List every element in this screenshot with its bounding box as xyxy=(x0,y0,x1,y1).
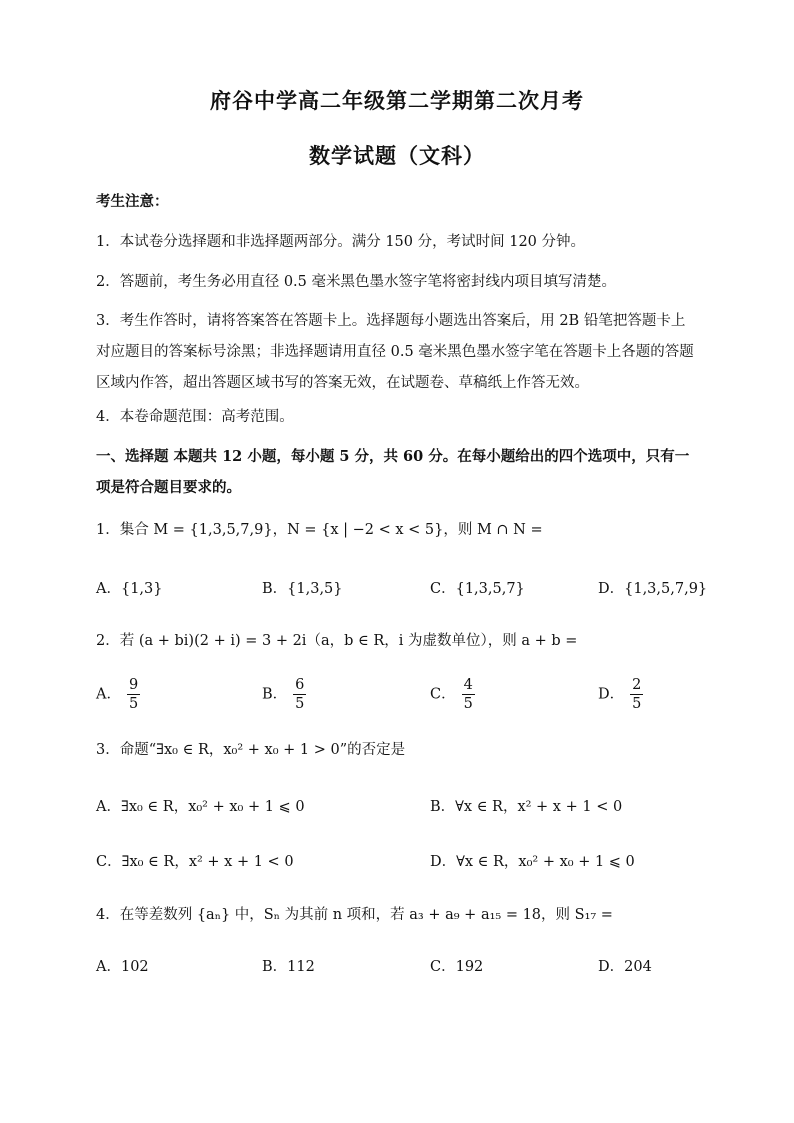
q2-option-d xyxy=(598,676,643,713)
q3-stem: 3．命题“∃x₀ ∈ R，x₀² + x₀ + 1 > 0”的否定是 xyxy=(96,742,406,758)
numerator: 2 xyxy=(632,677,642,693)
notice-1: 1．本试卷分选择题和非选择题两部分。满分 150 分，考试时间 120 分钟。 xyxy=(96,234,586,250)
numerator: 4 xyxy=(463,677,473,693)
q1-option-c: C．{1,3,5,7} xyxy=(430,581,525,597)
q3-option-d: D．∀x ∈ R，x₀² + x₀ + 1 ⩽ 0 xyxy=(430,854,635,870)
q3-option-a: A．∃x₀ ∈ R，x₀² + x₀ + 1 ⩽ 0 xyxy=(96,799,305,815)
q2-option-b-fraction xyxy=(293,676,306,713)
notice-heading: 考生注意： xyxy=(96,193,169,210)
denominator: 5 xyxy=(463,696,473,712)
q2-option-c-label: C． xyxy=(430,686,456,703)
q2-option-c-fraction xyxy=(462,676,475,713)
q2-option-a-label: A． xyxy=(96,686,121,703)
q1-option-a: A．{1,3} xyxy=(96,581,163,597)
q2-option-c xyxy=(430,676,475,713)
q1-stem: 1．集合 M = {1,3,5,7,9}，N = {x | −2 < x < 5}，则 M ∩ N = xyxy=(96,522,543,538)
q2-option-d-fraction xyxy=(630,676,643,713)
q2-option-b xyxy=(262,676,306,713)
q2-stem: 2．若 (a + bi)(2 + i) = 3 + 2i（a，b ∈ R，i 为虚数单位），则 a + b = xyxy=(96,633,578,649)
q4-stem: 4．在等差数列 {aₙ} 中，Sₙ 为其前 n 项和，若 a₃ + a₉ + a₁₅ = 18，则 S₁₇ = xyxy=(96,907,613,923)
q4-option-a: A．102 xyxy=(96,959,149,975)
q2-option-d-label: D． xyxy=(598,686,625,703)
denominator: 5 xyxy=(128,696,139,712)
numerator: 9 xyxy=(128,677,139,693)
q2-option-a-fraction xyxy=(127,676,140,713)
section-heading: 一、选择题 本题共 12 小题，每小题 5 分，共 60 分。在每小题给出的四个选项中，只有一项是符合题目要求的。 xyxy=(96,448,690,496)
q2-option-a xyxy=(96,676,140,713)
q4-option-c: C．192 xyxy=(430,959,484,975)
q1-option-b: B．{1,3,5} xyxy=(262,581,343,597)
q4-option-d: D．204 xyxy=(598,959,652,975)
denominator: 5 xyxy=(632,696,642,712)
q4-option-b: B．112 xyxy=(262,959,315,975)
numerator: 6 xyxy=(295,677,305,693)
notice-2: 2．答题前，考生务必用直径 0.5 毫米黑色墨水签字笔将密封线内项目填写清楚。 xyxy=(96,274,617,290)
exam-subtitle: 数学试题（文科） xyxy=(309,143,485,168)
denominator: 5 xyxy=(295,696,305,712)
q3-option-b: B．∀x ∈ R，x² + x + 1 < 0 xyxy=(430,799,623,815)
q3-option-c: C．∃x₀ ∈ R，x² + x + 1 < 0 xyxy=(96,854,294,870)
q2-option-b-label: B． xyxy=(262,686,288,703)
exam-title: 府谷中学高二年级第二学期第二次月考 xyxy=(210,88,584,113)
notice-4: 4．本卷命题范围：高考范围。 xyxy=(96,409,294,425)
notice-3: 3．考生作答时，请将答案答在答题卡上。选择题每小题选出答案后，用 2B 铅笔把答题卡上对应题目的答案标号涂黑；非选择题请用直径 0.5 毫米黑色墨水签字笔在答题卡上各题的答题区域内作答，超出答题区域书写的答案无效，在试题卷、草稿纸上作答无效。 xyxy=(96,313,694,391)
q1-option-d: D．{1,3,5,7,9} xyxy=(598,581,708,597)
